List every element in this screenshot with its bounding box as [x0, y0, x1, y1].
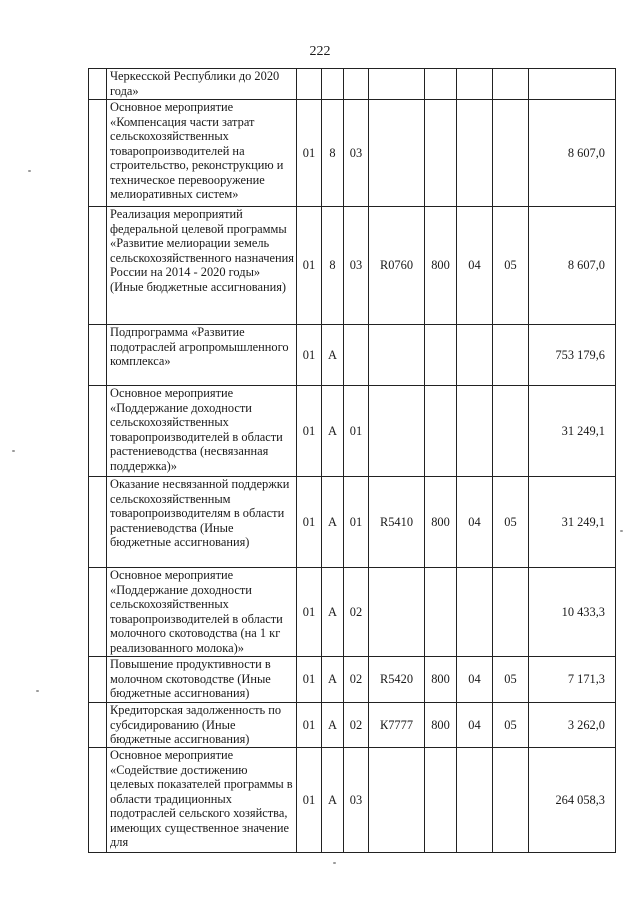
blank-cell	[89, 100, 107, 207]
amount-cell	[529, 69, 616, 100]
table-row	[89, 477, 616, 568]
code-cell: А	[322, 325, 344, 386]
code-cell: 02	[344, 657, 369, 703]
item-name-cell: Основное мероприятие «Поддержание доходности сельскохозяйственных товаропроизводителей в области молочного скотоводства (на 1 кг реализованного молока)»	[107, 568, 297, 657]
code-cell	[493, 748, 529, 853]
code-cell: R5420	[369, 657, 425, 703]
code-cell	[369, 69, 425, 100]
blank-cell	[89, 69, 107, 100]
code-cell: А	[322, 568, 344, 657]
code-cell: К7777	[369, 703, 425, 748]
code-cell	[425, 386, 457, 477]
item-name-cell: Повышение продуктивности в молочном скотоводстве (Иные бюджетные ассигнования)	[107, 657, 297, 703]
amount-cell: 264 058,3	[529, 748, 616, 853]
code-cell	[425, 748, 457, 853]
code-cell	[297, 69, 322, 100]
code-cell: 05	[493, 703, 529, 748]
scan-speck	[36, 690, 39, 692]
code-cell: 01	[344, 386, 369, 477]
code-cell: R0760	[369, 207, 425, 325]
code-cell	[457, 100, 493, 207]
blank-cell	[89, 325, 107, 386]
code-cell	[493, 568, 529, 657]
blank-cell	[89, 703, 107, 748]
code-cell	[425, 69, 457, 100]
code-cell	[493, 100, 529, 207]
code-cell: 01	[297, 100, 322, 207]
table-row	[89, 568, 616, 657]
code-cell	[369, 386, 425, 477]
amount-cell: 7 171,3	[529, 657, 616, 703]
code-cell	[369, 568, 425, 657]
code-cell: 05	[493, 657, 529, 703]
code-cell: 02	[344, 568, 369, 657]
code-cell: 01	[297, 325, 322, 386]
amount-cell: 8 607,0	[529, 207, 616, 325]
code-cell: 01	[297, 568, 322, 657]
code-cell: 800	[425, 477, 457, 568]
code-cell	[493, 386, 529, 477]
code-cell: 04	[457, 657, 493, 703]
code-cell: А	[322, 477, 344, 568]
code-cell	[457, 568, 493, 657]
code-cell	[457, 386, 493, 477]
code-cell: 01	[297, 386, 322, 477]
code-cell: 01	[297, 657, 322, 703]
code-cell	[344, 325, 369, 386]
code-cell: 03	[344, 207, 369, 325]
amount-cell: 31 249,1	[529, 386, 616, 477]
item-name-cell: Основное мероприятие «Поддержание доходности сельскохозяйственных товаропроизводителей в области растениеводства (несвязанная поддержка)»	[107, 386, 297, 477]
code-cell: 04	[457, 703, 493, 748]
table-row	[89, 100, 616, 207]
code-cell	[322, 69, 344, 100]
code-cell	[493, 325, 529, 386]
amount-cell: 8 607,0	[529, 100, 616, 207]
blank-cell	[89, 386, 107, 477]
code-cell: А	[322, 748, 344, 853]
table-row	[89, 386, 616, 477]
code-cell: 800	[425, 207, 457, 325]
code-cell: 8	[322, 207, 344, 325]
code-cell: 800	[425, 657, 457, 703]
page-number: 222	[309, 44, 331, 59]
code-cell: 02	[344, 703, 369, 748]
amount-cell: 753 179,6	[529, 325, 616, 386]
code-cell: 01	[297, 748, 322, 853]
table-row	[89, 657, 616, 703]
blank-cell	[89, 477, 107, 568]
code-cell	[369, 325, 425, 386]
scan-speck	[12, 450, 15, 452]
code-cell: 05	[493, 477, 529, 568]
code-cell: 8	[322, 100, 344, 207]
table-row	[89, 325, 616, 386]
code-cell: 01	[297, 477, 322, 568]
amount-cell: 3 262,0	[529, 703, 616, 748]
blank-cell	[89, 568, 107, 657]
item-name-cell: Кредиторская задолженность по субсидированию (Иные бюджетные ассигнования)	[107, 703, 297, 748]
table-row	[89, 703, 616, 748]
scan-speck	[620, 530, 623, 532]
code-cell	[425, 568, 457, 657]
code-cell	[369, 748, 425, 853]
code-cell: R5410	[369, 477, 425, 568]
code-cell: 04	[457, 477, 493, 568]
blank-cell	[89, 207, 107, 325]
amount-cell: 10 433,3	[529, 568, 616, 657]
code-cell	[425, 325, 457, 386]
code-cell	[369, 100, 425, 207]
item-name-cell: Черкесской Республики до 2020 года»	[107, 69, 297, 100]
code-cell: 03	[344, 748, 369, 853]
code-cell	[493, 69, 529, 100]
code-cell: 03	[344, 100, 369, 207]
code-cell	[457, 748, 493, 853]
budget-table	[88, 68, 616, 853]
code-cell: 01	[297, 703, 322, 748]
code-cell	[425, 100, 457, 207]
item-name-cell: Основное мероприятие «Содействие достижению целевых показателей программы в области традиционных подотраслей сельского хозяйства, имеющих существенное значение для	[107, 748, 297, 853]
blank-cell	[89, 657, 107, 703]
scan-speck	[28, 170, 31, 172]
item-name-cell: Основное мероприятие «Компенсация части затрат сельскохозяйственных товаропроизводителей на строительство, реконструкцию и техническое перевооружение мелиоративных систем»	[107, 100, 297, 207]
code-cell: А	[322, 386, 344, 477]
code-cell: А	[322, 657, 344, 703]
code-cell: А	[322, 703, 344, 748]
table-row	[89, 69, 616, 100]
code-cell: 800	[425, 703, 457, 748]
code-cell: 04	[457, 207, 493, 325]
scan-speck	[333, 862, 336, 864]
code-cell	[457, 325, 493, 386]
amount-cell: 31 249,1	[529, 477, 616, 568]
code-cell: 05	[493, 207, 529, 325]
item-name-cell: Подпрограмма «Развитие подотраслей агропромышленного комплекса»	[107, 325, 297, 386]
blank-cell	[89, 748, 107, 853]
table-body	[89, 69, 616, 853]
item-name-cell: Реализация мероприятий федеральной целевой программы «Развитие мелиорации земель сельскохозяйственного назначения России на 2014 - 2020 годы» (Иные бюджетные ассигнования)	[107, 207, 297, 325]
code-cell	[457, 69, 493, 100]
code-cell	[344, 69, 369, 100]
code-cell: 01	[344, 477, 369, 568]
table-row	[89, 207, 616, 325]
table-row	[89, 748, 616, 853]
item-name-cell: Оказание несвязанной поддержки сельскохозяйственным товаропроизводителям в области растениеводства (Иные бюджетные ассигнования)	[107, 477, 297, 568]
code-cell: 01	[297, 207, 322, 325]
